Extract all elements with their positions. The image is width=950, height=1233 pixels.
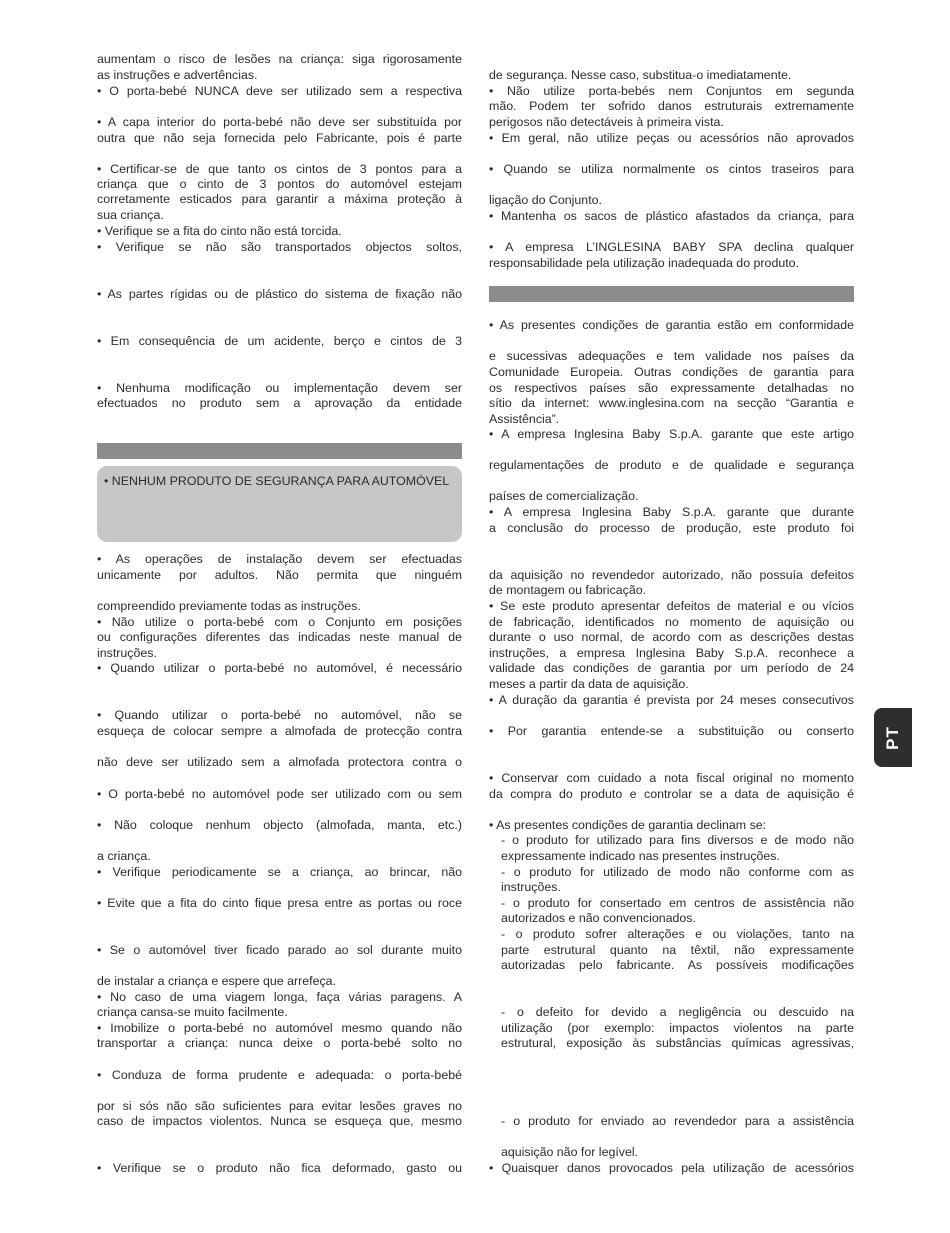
text-line: • As presentes condições de garantia estão em conformidade — [489, 318, 854, 332]
text-line: de segurança. Nesse caso, substitua-o imediatamente. — [489, 68, 792, 82]
text-line: • Não coloque nenhum objecto (almofada, manta, etc.) — [97, 818, 462, 832]
text-line: • A empresa L’INGLESINA BABY SPA declina qualquer — [489, 240, 854, 254]
sub-list-line: aquisição não for legível. — [501, 1145, 639, 1159]
text-line: de instalar a criança e espere que arrefeça. — [97, 974, 337, 988]
text-line: • A duração da garantia é prevista por 24 meses consecutivos — [489, 693, 854, 707]
text-line: • Não utilize o porta-bebé com o Conjunto em posições — [97, 615, 462, 629]
text-line: • Quando se utiliza normalmente os cintos traseiros para — [489, 162, 854, 176]
text-line: • O porta-bebé no automóvel pode ser utilizado com ou sem — [97, 787, 462, 801]
text-line: Comunidade Europeia. Outras condições de garantia para — [489, 365, 854, 379]
text-line: • Evite que a fita do cinto fique presa entre as portas ou roce — [97, 896, 462, 910]
warning-text: • NENHUM PRODUTO DE SEGURANÇA PARA AUTOMÓVEL — [104, 474, 450, 488]
warning-box — [97, 466, 462, 542]
text-line: durante o uso normal, de acordo com as descrições destas — [489, 630, 854, 644]
text-line: • O porta-bebé NUNCA deve ser utilizado sem a respectiva — [97, 84, 462, 98]
text-line: • Quando utilizar o porta-bebé no automóvel, é necessário — [97, 661, 462, 675]
text-line: caso de impactos violentos. Nunca se esqueça que, mesmo — [97, 1114, 462, 1128]
text-line: as instruções e advertências. — [97, 68, 258, 82]
text-line: • Mantenha os sacos de plástico afastados da criança, para — [489, 209, 854, 223]
text-line: • Em geral, não utilize peças ou acessórios não aprovados — [489, 131, 854, 145]
sub-list-line: autorizadas pelo fabricante. As possíveis modificações — [501, 958, 854, 972]
sub-list-line: parte estrutural quanto na têxtil, não expressamente — [501, 943, 854, 957]
sub-list-line: - o defeito for devido a negligência ou descuido na — [501, 1005, 854, 1019]
text-line: esqueça de colocar sempre a almofada de protecção contra — [97, 724, 462, 738]
text-line: unicamente por adultos. Não permita que ninguém — [97, 568, 462, 582]
text-line: não deve ser utilizado sem a almofada protectora contra o — [97, 755, 462, 769]
text-line: • Verifique se não são transportados objectos soltos, — [97, 240, 462, 254]
text-line: criança que o cinto de 3 pontos do automóvel estejam — [97, 177, 462, 191]
text-line: • Quando utilizar o porta-bebé no automóvel, não se — [97, 708, 462, 722]
text-line: ligação do Conjunto. — [489, 193, 602, 207]
text-line: da compra do produto e controlar se a data de aquisição é — [489, 787, 854, 801]
text-line: corretamente esticados para garantir a máxima proteção à — [97, 192, 462, 206]
text-line: de montagem ou fabricação. — [489, 583, 647, 597]
text-line: • As presentes condições de garantia declinam se: — [489, 818, 767, 832]
text-line: criança cansa-se muito facilmente. — [97, 1005, 288, 1019]
text-line: os respectivos países são expressamente detalhadas no — [489, 381, 854, 395]
text-line: e sucessivas adequações e tem validade nos países da — [489, 349, 854, 363]
text-line: compreendido previamente todas as instruções. — [97, 599, 361, 613]
text-line: meses a partir da data de aquisição. — [489, 677, 689, 691]
text-line: Assistência”. — [489, 412, 560, 426]
sub-list-line: autorizados e não convencionados. — [501, 911, 696, 925]
text-line: • Conservar com cuidado a nota fiscal original no momento — [489, 771, 854, 785]
text-line: transportar a criança: nunca deixe o porta-bebé solto no — [97, 1036, 462, 1050]
text-line: • Conduza de forma prudente e adequada: o porta-bebé — [97, 1068, 462, 1082]
text-line: • Se este produto apresentar defeitos de material e ou vícios — [489, 599, 854, 613]
sub-list-line: - o produto sofrer alterações e ou violações, tanto na — [501, 927, 854, 941]
text-line: por si sós não são suficientes para evitar lesões graves no — [97, 1099, 462, 1113]
text-line: a criança. — [97, 849, 151, 863]
text-line: • Se o automóvel tiver ficado parado ao sol durante muito — [97, 943, 462, 957]
text-line: • A capa interior do porta-bebé não deve ser substituída por — [97, 115, 462, 129]
text-line: • Verifique se o produto não fica deformado, gasto ou — [97, 1161, 462, 1175]
text-line: aumentam o risco de lesões na criança: siga rigorosamente — [97, 52, 462, 66]
text-line: • Certificar-se de que tanto os cintos de 3 pontos para a — [97, 162, 462, 176]
language-tab — [874, 708, 912, 767]
text-line: a conclusão do processo de produção, este produto foi — [489, 521, 854, 535]
text-line: • Quaisquer danos provocados pela utilização de acessórios — [489, 1161, 854, 1175]
sub-list-line: expressamente indicado nas presentes instruções. — [501, 849, 780, 863]
text-line: sítio da internet: www.inglesina.com na secção “Garantia e — [489, 396, 854, 410]
text-line: validade das condições de garantia por um período de 24 — [489, 661, 854, 675]
sub-list-line: - o produto for consertado em centros de assistência não — [501, 896, 854, 910]
text-line: • Em consequência de um acidente, berço e cintos de 3 — [97, 334, 462, 348]
sub-list-line: - o produto for utilizado para fins diversos e de modo não — [501, 833, 854, 847]
text-line: outra que não seja fornecida pelo Fabricante, pois é parte — [97, 131, 462, 145]
section-heading-bar — [97, 443, 462, 459]
text-line: mão. Podem ter sofrido danos estruturais extremamente — [489, 99, 854, 113]
text-line: da aquisição no revendedor autorizado, não possuía defeitos — [489, 568, 854, 582]
text-line: países de comercialização. — [489, 489, 639, 503]
text-line: instruções. — [97, 646, 157, 660]
sub-list-line: estrutural, exposição às substâncias químicas agressivas, — [501, 1036, 854, 1050]
text-line: de fabricação, identificados no momento de aquisição ou — [489, 615, 854, 629]
text-line: • Não utilize porta-bebés nem Conjuntos em segunda — [489, 84, 854, 98]
sub-list-line: instruções. — [501, 880, 561, 894]
text-line: ou configurações diferentes das indicadas neste manual de — [97, 630, 462, 644]
text-line: • Por garantia entende-se a substituição ou conserto — [489, 724, 854, 738]
text-line: • As partes rígidas ou de plástico do sistema de fixação não — [97, 287, 462, 301]
text-line: efectuados no produto sem a aprovação da entidade — [97, 396, 462, 410]
sub-list-line: - o produto for utilizado de modo não conforme com as — [501, 865, 854, 879]
text-line: • No caso de uma viagem longa, faça várias paragens. A — [97, 990, 462, 1004]
text-line: • Verifique se a fita do cinto não está torcida. — [97, 224, 342, 238]
text-line: • A empresa Inglesina Baby S.p.A. garante que durante — [489, 505, 854, 519]
text-line: • A empresa Inglesina Baby S.p.A. garante que este artigo — [489, 427, 854, 441]
text-line: responsabilidade pela utilização inadequada do produto. — [489, 256, 800, 270]
sub-list-line: utilização (por exemplo: impactos violentos na parte — [501, 1021, 854, 1035]
text-line: • As operações de instalação devem ser efectuadas — [97, 552, 462, 566]
text-line: • Verifique periodicamente se a criança, ao brincar, não — [97, 865, 462, 879]
text-line: regulamentações de produto e de qualidade e segurança — [489, 458, 854, 472]
text-line: • Imobilize o porta-bebé no automóvel mesmo quando não — [97, 1021, 462, 1035]
text-line: • Nenhuma modificação ou implementação devem ser — [97, 381, 462, 395]
text-line: instruções, a empresa Inglesina Baby S.p.A. reconhece a — [489, 646, 854, 660]
language-tab-label: PT — [883, 725, 902, 750]
text-line: sua criança. — [97, 208, 164, 222]
sub-list-line: - o produto for enviado ao revendedor para a assistência — [501, 1114, 854, 1128]
section-heading-bar — [489, 286, 854, 302]
text-line: perigosos não detectáveis à primeira vista. — [489, 115, 724, 129]
